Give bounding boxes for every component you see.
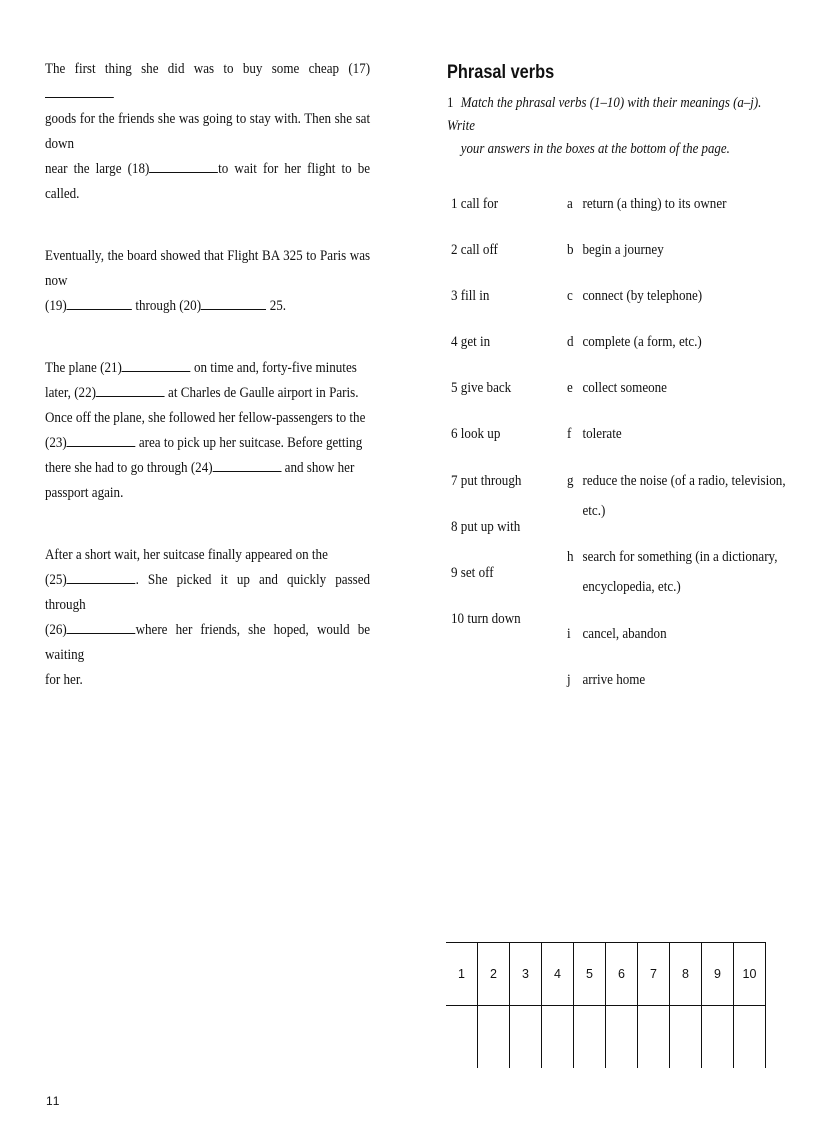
- meaning-item: [567, 423, 792, 449]
- blank-24[interactable]: [213, 457, 282, 472]
- blank-23[interactable]: [67, 432, 136, 447]
- text-fragment: (19): [45, 297, 67, 314]
- meaning-item: [567, 546, 792, 602]
- blank-25[interactable]: [67, 569, 136, 584]
- meaning-letter: g: [567, 472, 574, 489]
- blank-21[interactable]: [122, 357, 191, 372]
- answer-number: 9: [702, 943, 734, 1006]
- paragraph-2: [45, 243, 370, 318]
- instruction-text: Match the phrasal verbs (1–10) with their meanings (a–j). Write: [447, 95, 762, 134]
- meaning-text: connect (by telephone): [582, 287, 703, 304]
- text-fragment: . She picked it up and quickly passed through: [45, 571, 371, 613]
- section-title: Phrasal verbs: [447, 62, 555, 83]
- blank-22[interactable]: [96, 382, 165, 397]
- text-fragment: passport again.: [45, 484, 124, 501]
- instruction-text: your answers in the boxes at the bottom of the page.: [460, 141, 730, 157]
- meaning-letter: b: [567, 241, 574, 258]
- phrasal-verb-item: 5 give back: [451, 379, 512, 396]
- text-fragment: The first thing she did was to buy some cheap (17): [45, 60, 371, 77]
- answer-number: 2: [478, 943, 510, 1006]
- answer-box[interactable]: [734, 1006, 766, 1069]
- meaning-letter: d: [567, 333, 574, 350]
- text-fragment: where her friends, she hoped, would be waiting: [45, 621, 371, 663]
- answer-box[interactable]: [702, 1006, 734, 1069]
- answer-grid-answer-row: [446, 1006, 766, 1069]
- exercise-number: 1: [447, 95, 454, 111]
- text-fragment: later, (22): [45, 384, 96, 401]
- meaning-text: begin a journey: [582, 241, 664, 258]
- phrasal-verb-item: 1 call for: [451, 195, 499, 212]
- meaning-text: cancel, abandon: [582, 625, 667, 642]
- phrasal-verb-item: 7 put through: [451, 472, 522, 489]
- meaning-item: [567, 470, 792, 526]
- meaning-text: tolerate: [582, 425, 622, 442]
- text-fragment: for her.: [45, 671, 83, 688]
- text-fragment: through (20): [135, 297, 202, 314]
- meaning-item: [567, 377, 792, 403]
- paragraph-1: [45, 56, 370, 206]
- text-fragment: to wait for her flight to be called.: [45, 160, 371, 202]
- meaning-item: [567, 239, 792, 265]
- phrasal-verb-item: 4 get in: [451, 333, 491, 350]
- meaning-letter: h: [567, 548, 574, 565]
- blank-17[interactable]: [45, 83, 114, 98]
- text-fragment: at Charles de Gaulle airport in Paris.: [168, 384, 359, 401]
- phrasal-verb-item: 8 put up with: [451, 518, 521, 535]
- meaning-item: [567, 623, 792, 649]
- answer-number: 1: [446, 943, 478, 1006]
- answer-number: 5: [574, 943, 606, 1006]
- story-text: [45, 56, 370, 729]
- meaning-item: [567, 669, 792, 695]
- answer-number: 3: [510, 943, 542, 1006]
- text-fragment: (23): [45, 434, 67, 451]
- meaning-text: reduce the noise (of a radio, television, etc.): [582, 472, 786, 519]
- blank-20[interactable]: [201, 295, 266, 310]
- answer-box[interactable]: [446, 1006, 478, 1069]
- phrasal-verb-item: 6 look up: [451, 425, 501, 442]
- blank-26[interactable]: [67, 619, 136, 634]
- meaning-letter: c: [567, 287, 573, 304]
- text-fragment: and show her: [284, 459, 355, 476]
- text-fragment: (25): [45, 571, 67, 588]
- text-fragment: on time and, forty-five minutes: [193, 359, 357, 376]
- meaning-letter: e: [567, 379, 573, 396]
- text-fragment: (26): [45, 621, 67, 638]
- text-fragment: Once off the plane, she followed her fellow-passengers to the: [45, 409, 366, 426]
- paragraph-4: [45, 542, 370, 692]
- phrasal-verb-item: 3 fill in: [451, 287, 490, 304]
- page-number: 11: [46, 1094, 61, 1108]
- answer-box[interactable]: [670, 1006, 702, 1069]
- answer-number: 7: [638, 943, 670, 1006]
- answer-grid-header-row: [446, 943, 766, 1006]
- phrasal-verb-item: 10 turn down: [451, 610, 521, 627]
- meaning-letter: f: [567, 425, 572, 442]
- meaning-letter: a: [567, 195, 573, 212]
- answer-box[interactable]: [542, 1006, 574, 1069]
- meaning-item: [567, 331, 792, 357]
- answer-number: 6: [606, 943, 638, 1006]
- text-fragment: Eventually, the board showed that Flight BA 325 to Paris was now: [45, 247, 371, 289]
- answer-box[interactable]: [606, 1006, 638, 1069]
- meaning-item: [567, 285, 792, 311]
- text-fragment: 25.: [269, 297, 287, 314]
- blank-19[interactable]: [67, 295, 132, 310]
- text-fragment: The plane (21): [45, 359, 122, 376]
- answer-number: 4: [542, 943, 574, 1006]
- text-fragment: near the large (18): [45, 160, 150, 177]
- phrasal-verb-item: 9 set off: [451, 564, 494, 581]
- exercise-instruction: [447, 92, 774, 161]
- answer-grid: [446, 942, 766, 1068]
- text-fragment: area to pick up her suitcase. Before getting: [138, 434, 363, 451]
- meaning-text: complete (a form, etc.): [582, 333, 702, 350]
- meaning-letter: i: [567, 625, 571, 642]
- answer-number: 8: [670, 943, 702, 1006]
- answer-box[interactable]: [574, 1006, 606, 1069]
- text-fragment: goods for the friends she was going to stay with. Then she sat down: [45, 110, 371, 152]
- paragraph-3: [45, 355, 370, 505]
- text-fragment: there she had to go through (24): [45, 459, 213, 476]
- blank-18[interactable]: [149, 158, 218, 173]
- meaning-text: search for something (in a dictionary, encyclopedia, etc.): [582, 548, 778, 595]
- answer-box[interactable]: [638, 1006, 670, 1069]
- meaning-text: collect someone: [582, 379, 667, 396]
- answer-box[interactable]: [478, 1006, 510, 1069]
- answer-number: 10: [734, 943, 766, 1006]
- phrasal-verb-item: 2 call off: [451, 241, 498, 258]
- text-fragment: After a short wait, her suitcase finally appeared on the: [45, 546, 328, 563]
- answer-box[interactable]: [510, 1006, 542, 1069]
- meaning-text: arrive home: [582, 671, 646, 688]
- meaning-text: return (a thing) to its owner: [582, 195, 727, 212]
- meaning-item: [567, 193, 792, 219]
- meaning-letter: j: [567, 671, 571, 688]
